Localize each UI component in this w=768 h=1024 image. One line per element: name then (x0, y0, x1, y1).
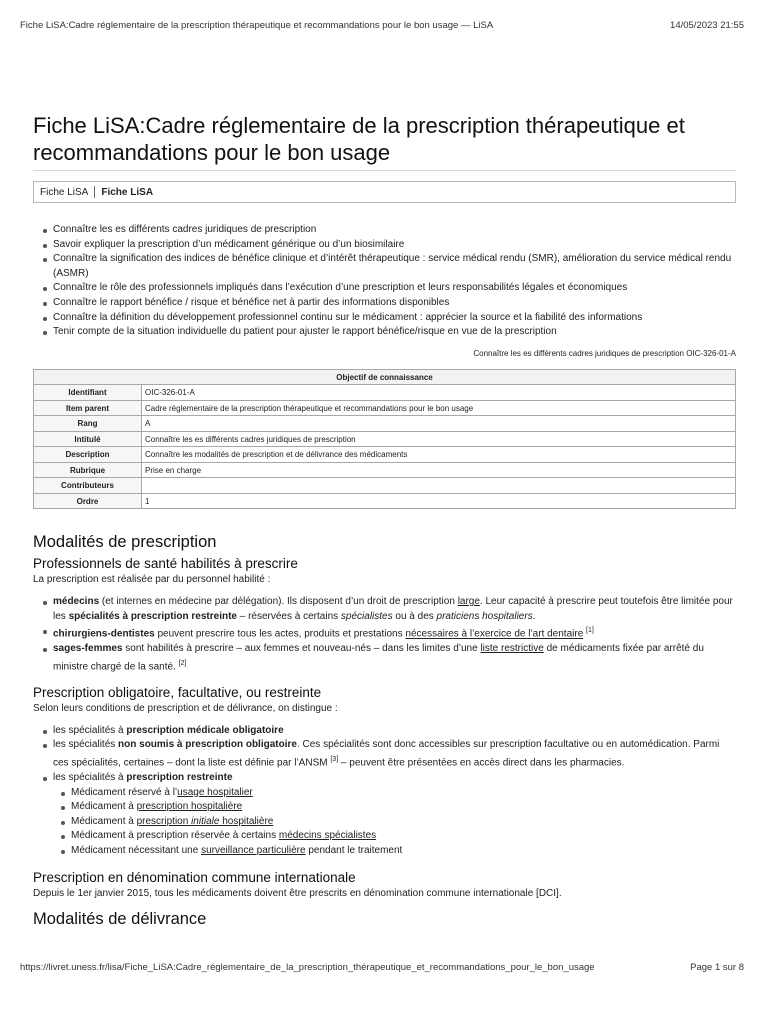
list-item: Médicament à prescription hospitalière (33, 800, 736, 815)
print-header (20, 20, 744, 31)
table-row (34, 400, 736, 416)
link-medecins-specialistes[interactable]: médecins spécialistes (278, 830, 377, 842)
list-item[interactable]: Savoir expliquer la prescription d’un médicament générique ou d’un biosimilaire (33, 238, 736, 253)
knowledge-table (33, 369, 736, 510)
list-item[interactable]: Connaître le rapport bénéfice / risque et bénéfice net à partir des informations disponibles (33, 296, 736, 311)
table-row (34, 493, 736, 509)
list-item: médecins (et internes en médecine par délégation). Ils disposent d’un droit de prescription large. Leur capacité à prescrire peut toutefois être limitée pour les spécialités à prescription restreinte – réservées à certains spécialistes ou à des praticiens hospitaliers. (33, 595, 736, 624)
list-item: Médicament réservé à l’usage hospitalier (33, 786, 736, 801)
table-key: Rang (34, 416, 142, 432)
table-key: Rubrique (34, 462, 142, 478)
table-key: Intitulé (34, 431, 142, 447)
breadcrumb-current: Fiche LiSA (101, 186, 154, 198)
table-value: Cadre réglementaire de la prescription thérapeutique et recommandations pour le bon usage (142, 400, 736, 416)
table-value: 1 (142, 493, 736, 509)
paragraph-intro: Selon leurs conditions de prescription et de délivrance, on distingue : (33, 702, 338, 714)
link-usage-hospitalier[interactable]: usage hospitalier (177, 786, 253, 798)
table-key: Identifiant (34, 385, 142, 401)
list-item[interactable]: Connaître les es différents cadres juridiques de prescription (33, 223, 736, 238)
print-footer-page: Page 1 sur 8 (690, 962, 744, 973)
list-item: sages-femmes sont habilités à prescrire – aux femmes et nouveau-nés – dans les limites d’une liste restrictive de médicaments fixée par arrêté du ministre chargé de la santé. [2] (33, 642, 736, 675)
table-row (34, 385, 736, 401)
main-content (33, 112, 736, 929)
section-heading-delivrance: Modalités de délivrance (33, 909, 207, 928)
table-value (142, 478, 736, 494)
list-item: Médicament nécessitant une surveillance particulière pendant le traitement (33, 844, 736, 859)
list-item: les spécialités à prescription médicale obligatoire (33, 724, 736, 739)
page-title: Fiche LiSA:Cadre réglementaire de la prescription thérapeutique et recommandations pour le bon usage (33, 112, 736, 171)
speciality-list (33, 724, 736, 786)
print-header-date: 14/05/2023 21:55 (670, 20, 744, 31)
table-key: Description (34, 447, 142, 463)
print-footer (20, 962, 744, 973)
ref-2[interactable]: [2] (178, 659, 187, 667)
objective-link[interactable]: Connaître les es différents cadres juridiques de prescription OIC-326-01-A (473, 348, 736, 358)
subsection-heading-obligatoire: Prescription obligatoire, facultative, ou restreinte (33, 684, 322, 700)
table-value: A (142, 416, 736, 432)
table-caption: Objectif de connaissance (34, 369, 736, 385)
breadcrumb-root[interactable]: Fiche LiSA (40, 186, 89, 198)
table-value: Prise en charge (142, 462, 736, 478)
table-row (34, 447, 736, 463)
list-item: les spécialités non soumis à prescription obligatoire. Ces spécialités sont donc accessibles sur prescription facultative ou en automédication. Parmi ces spécialités, certaines – dont la liste est définie par l’ANSM [3] – peuvent être présentées en accès direct dans les pharmacies. (33, 738, 736, 771)
subsection-heading-dci: Prescription en dénomination commune internationale (33, 869, 356, 885)
table-key: Item parent (34, 400, 142, 416)
link-liste-restrictive[interactable]: liste restrictive (480, 643, 544, 655)
breadcrumb-separator (94, 186, 95, 198)
list-item: chirurgiens-dentistes peuvent prescrire tous les actes, produits et prestations nécessaires à l’exercice de l’art dentaire [1] (33, 624, 736, 642)
professionals-list (33, 595, 736, 675)
breadcrumb (33, 181, 736, 203)
print-header-title: Fiche LiSA:Cadre réglementaire de la prescription thérapeutique et recommandations pour le bon usage — LiSA (20, 20, 494, 31)
link-surveillance-particuliere[interactable]: surveillance particulière (201, 844, 306, 856)
table-value: Connaître les es différents cadres juridiques de prescription (142, 431, 736, 447)
table-row (34, 462, 736, 478)
table-key: Contributeurs (34, 478, 142, 494)
list-item[interactable]: Connaître le rôle des professionnels impliqués dans l’exécution d’une prescription et leurs responsabilités légales et économiques (33, 281, 736, 296)
link-prescription-initiale[interactable]: prescription initiale hospitalière (136, 815, 274, 827)
link-large[interactable]: large (457, 596, 480, 608)
list-item[interactable]: Tenir compte de la situation individuelle du patient pour ajuster le rapport bénéfice/risque en vue de la prescription (33, 325, 736, 340)
paragraph-dci: Depuis le 1er janvier 2015, tous les médicaments doivent être prescrits en dénomination commune internationale [DCI]. (33, 887, 562, 899)
ref-1[interactable]: [1] (586, 627, 594, 635)
table-key: Ordre (34, 493, 142, 509)
table-value: Connaître les modalités de prescription et de délivrance des médicaments (142, 447, 736, 463)
table-row (34, 431, 736, 447)
link-prescription-hospitaliere[interactable]: prescription hospitalière (136, 801, 243, 813)
paragraph-intro: La prescription est réalisée par du personnel habilité : (33, 574, 271, 586)
list-item[interactable]: Connaître la signification des indices de bénéfice clinique et d’intérêt thérapeutique : service médical rendu (SMR), amélioration du service médical rendu (ASMR) (33, 252, 736, 281)
table-row (34, 416, 736, 432)
section-heading-prescription: Modalités de prescription (33, 533, 217, 552)
table-row (34, 478, 736, 494)
ref-3[interactable]: [3] (330, 756, 339, 764)
restricted-sublist (33, 786, 736, 859)
list-item: Médicament à prescription initiale hospitalière (33, 815, 736, 830)
subsection-heading-professionnels: Professionnels de santé habilités à prescrire (33, 556, 298, 572)
list-item[interactable]: Connaître la définition du développement professionnel continu sur le médicament : apprécier la source et la fiabilité des informations (33, 311, 736, 326)
table-value: OIC-326-01-A (142, 385, 736, 401)
list-item: les spécialités à prescription restreinte (33, 771, 736, 786)
print-footer-url: https://livret.uness.fr/lisa/Fiche_LiSA:Cadre_réglementaire_de_la_prescription_thérapeutique_et_recommandations_pour_le_bon_usage (20, 962, 595, 973)
objectives-list (33, 223, 736, 340)
link-art-dentaire[interactable]: nécessaires à l’exercice de l’art dentaire (405, 628, 584, 640)
list-item: Médicament à prescription réservée à certains médecins spécialistes (33, 829, 736, 844)
